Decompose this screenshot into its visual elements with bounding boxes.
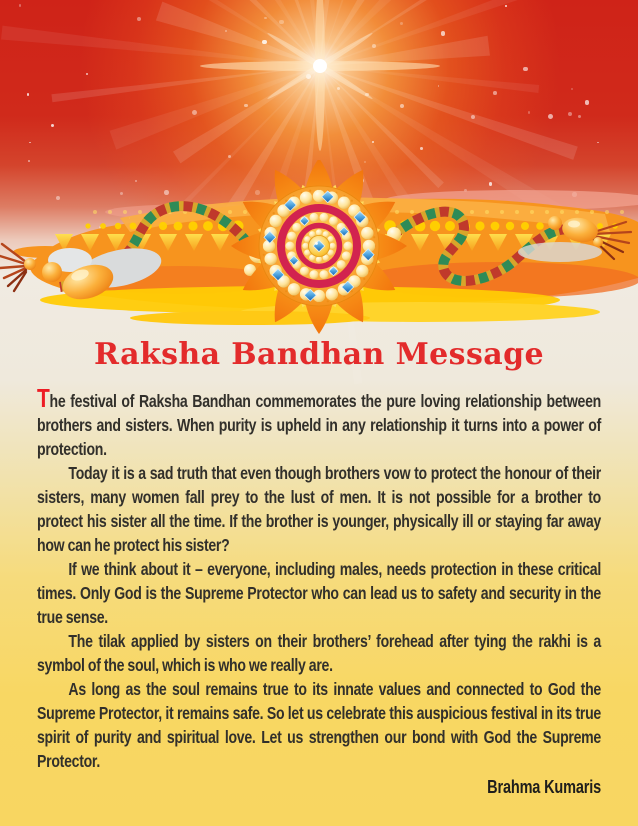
brush-stroke-band xyxy=(13,190,638,325)
bead-cluster-right xyxy=(518,215,631,262)
bunting-triangles xyxy=(55,234,611,251)
lotus-inner-petals xyxy=(255,182,383,310)
page-title: Raksha Bandhan Message xyxy=(94,337,544,372)
lens-flare xyxy=(200,0,440,151)
signature: Brahma Kumaris xyxy=(487,777,601,797)
tassel-right xyxy=(594,222,631,259)
star-specks xyxy=(0,0,638,280)
rakhi-medallion xyxy=(259,186,379,306)
dot-row xyxy=(85,210,624,232)
bead-cluster-left xyxy=(0,242,165,306)
body-paragraph-2: Today it is a sad truth that even though brothers vow to protect the honour of their sisters, many women fall prey to the lust of men. It is not possible for a brother to protect his sister all the time. If the brother is younger, physically ill or staying far away how can he protect his sister? xyxy=(37,463,601,555)
tassel-left xyxy=(0,244,26,291)
body-paragraph-3: If we think about it – everyone, including males, needs protection in these critical times. Only God is the Supreme Protector who can lead us to safety and security in the true sense. xyxy=(37,559,601,627)
body-text xyxy=(37,383,601,799)
paragraph-text: he festival of Raksha Bandhan commemorates the pure loving relationship between brothers and sisters. When purity is upheld in any relationship it turns into a power of protection. xyxy=(37,391,601,459)
body-paragraph-4: The tilak applied by sisters on their brothers’ forehead after tying the rakhi is a symbol of the soul, which is who we really are. xyxy=(37,631,601,675)
message-content xyxy=(37,336,601,799)
drop-cap: T xyxy=(37,383,50,413)
lotus-outer-petals xyxy=(231,160,407,334)
body-paragraph-1 xyxy=(37,383,601,461)
thread-pearls xyxy=(244,227,401,276)
ribbon-right xyxy=(392,212,574,281)
ribbon-left xyxy=(60,206,256,287)
body-paragraph-5: As long as the soul remains true to its innate values and connected to God the Supreme Protector, it remains safe. So let us celebrate this auspicious festival in its true spirit of purity and spiritual love. Let us strengthen our bond with God the Supreme Protector. xyxy=(37,679,601,771)
rakhi-illustration xyxy=(0,160,638,335)
